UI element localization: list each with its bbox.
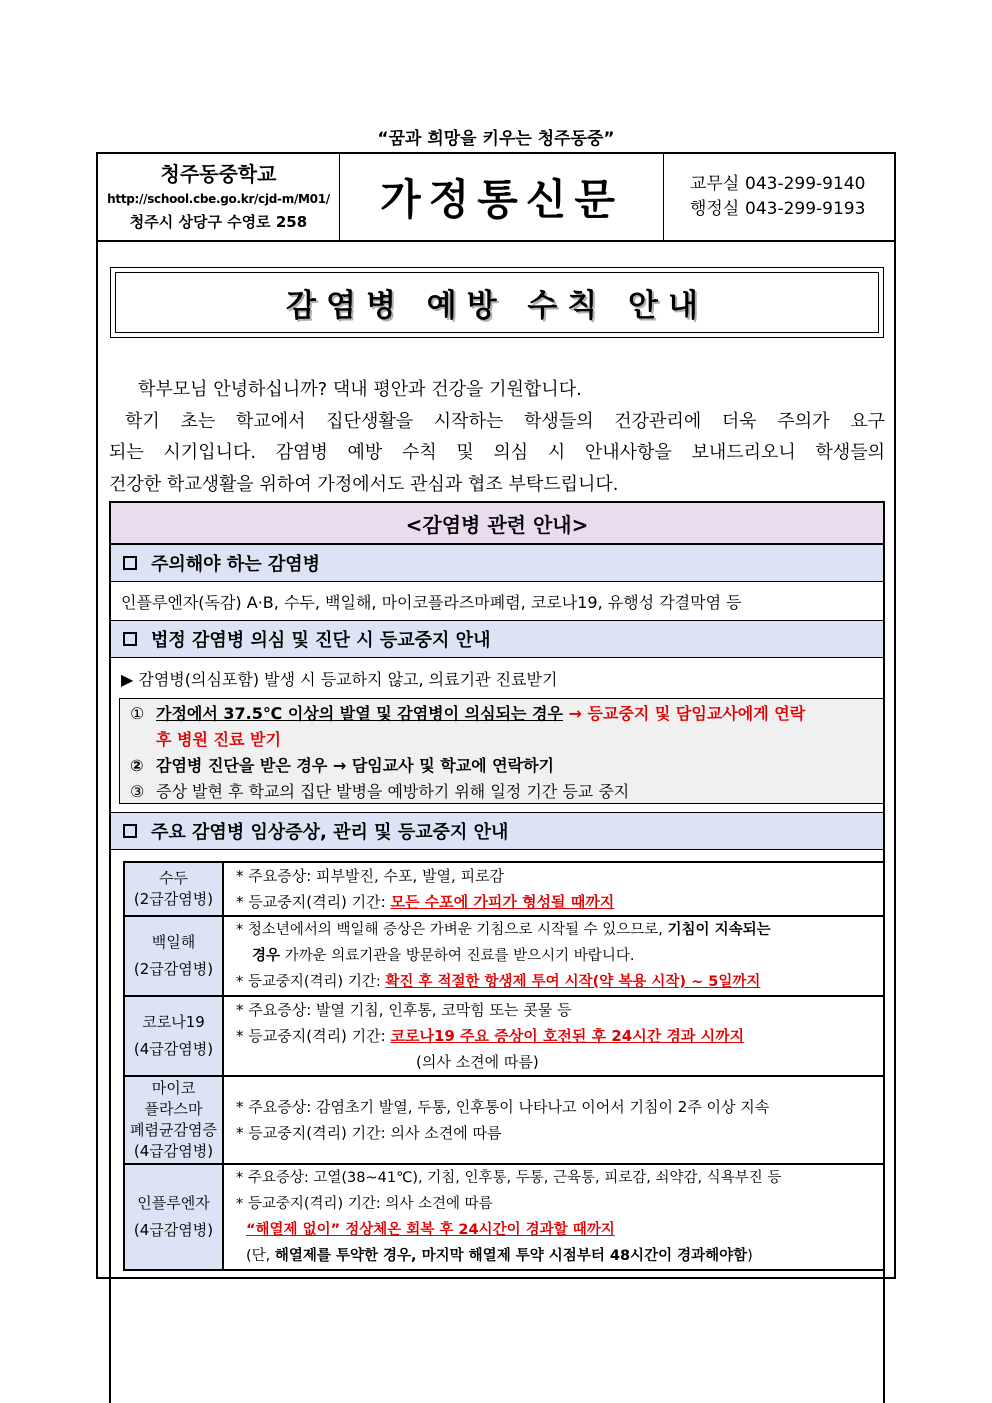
checkbox-square-icon [123, 556, 137, 570]
contact-phone: 043-299-9140 [745, 174, 866, 194]
stop-note: (의사 소견에 따름) [416, 1053, 539, 1071]
procedure-action: 등교중지 및 담임교사에게 연락 [587, 704, 806, 723]
disease-name-cell [124, 862, 223, 916]
note-emphasis: 기침이 지속되는 [667, 922, 771, 938]
disease-grade: (4급감염병) [133, 1040, 214, 1058]
disease-name: 백일해 [151, 933, 196, 951]
section-heading-symptoms [111, 812, 883, 850]
disease-name: 코로나19 [142, 1013, 205, 1031]
legal-bullet: ▶ 감염병(의심포함) 발생 시 등교하지 않고, 의료기관 진료받기 [121, 670, 558, 689]
main-title: 감염병 예방 수칙 안내 [286, 288, 708, 324]
disease-table [123, 861, 883, 1271]
school-address: 청주시 상당구 수영로 258 [129, 213, 308, 231]
school-motto: “꿈과 희망을 키우는 청주동중” [377, 129, 615, 149]
intro-paragraph [109, 374, 885, 500]
disease-name: 폐렴균감염증 [130, 1121, 217, 1139]
disease-name: 수두 [159, 869, 188, 887]
disease-grade: (4급감염병) [133, 1221, 214, 1239]
procedure-text: 감염병 진단을 받은 경우 → 담임교사 및 학교에 연락하기 [156, 756, 555, 775]
school-url[interactable]: http://school.cbe.go.kr/cjd-m/M01/ [107, 192, 330, 206]
procedure-text: 증상 발현 후 학교의 집단 발병을 예방하기 위해 일정 기간 등교 중지 [156, 782, 630, 801]
disease-name: 인플루엔자 [137, 1194, 210, 1212]
contact-row [690, 197, 894, 222]
newsletter-frame [96, 152, 896, 1279]
note-text: 가까운 의료기관을 방문하여 진료를 받으시기 바랍니다. [280, 948, 635, 964]
disease-list: 인플루엔자(독감) A·B, 수두, 백일해, 마이코플라즈마폐렴, 코로나19, 유행성 각결막염 등 [121, 593, 742, 612]
infection-guide-box [109, 501, 885, 1403]
stop-period: 모든 수포에 가피가 형성될 때까지 [390, 893, 615, 911]
disease-detail-cell [223, 1076, 883, 1164]
disease-grade: (2급감염병) [133, 960, 214, 978]
cond-text: ) [747, 1248, 753, 1264]
stop-period: 코로나19 주요 증상이 호전된 후 24시간 경과 시까지 [390, 1027, 745, 1045]
note-line-cont [236, 943, 883, 969]
stop-line [236, 1023, 883, 1049]
section-heading-legal [111, 620, 883, 658]
intro-line: 되는 시기입니다. 감염병 예방 수칙 및 의심 시 안내사항을 보내드리오니 학생들의 [109, 442, 885, 463]
stop-label: * 등교중지(격리) 기간: [236, 893, 391, 911]
item-number: ② [130, 756, 144, 775]
procedure-item-cont [130, 727, 883, 753]
disease-grade: (4급감염병) [133, 1142, 214, 1160]
table-row [124, 862, 883, 916]
guide-title: <감염병 관련 안내> [111, 503, 883, 544]
disease-name: 플라스마 [144, 1100, 203, 1118]
contact-info [664, 154, 894, 240]
table-row [124, 1076, 883, 1164]
intro-line: 건강한 학교생활을 위하여 가정에서도 관심과 협조 부탁드립니다. [109, 473, 619, 495]
contact-phone: 043-299-9193 [745, 199, 866, 219]
main-title-inner [115, 272, 879, 333]
disease-detail-cell [223, 1164, 883, 1270]
section-heading-text: 법정 감염병 의심 및 진단 시 등교중지 안내 [151, 630, 491, 651]
disease-grade: (2급감염병) [133, 890, 214, 908]
stop-period: 확진 후 적절한 항생제 투여 시작(약 복용 시작) ~ 5일까지 [385, 974, 761, 990]
disease-name: 마이코 [151, 1079, 196, 1097]
cond-text: (단, [246, 1248, 275, 1264]
item-number: ① [130, 704, 145, 723]
section-heading-diseases [111, 544, 883, 582]
disease-name-cell [124, 996, 223, 1076]
fever-condition [236, 1243, 883, 1269]
fever-note: “해열제 없이” 정상체온 회복 후 24시간이 경과할 때까지 [246, 1222, 615, 1238]
section-heading-text: 주의해야 하는 감염병 [151, 554, 321, 575]
procedure-item [130, 779, 883, 805]
stop-line: * 등교중지(격리) 기간: 의사 소견에 따름 [236, 1196, 493, 1212]
disease-name-cell [124, 1076, 223, 1164]
table-row [124, 996, 883, 1076]
stop-line [236, 889, 883, 915]
stop-line [236, 969, 883, 995]
procedure-box [119, 698, 883, 804]
note-text: * 청소년에서의 백일해 증상은 가벼운 기침으로 시작될 수 있으므로, [236, 922, 668, 938]
disease-name-cell [124, 916, 223, 996]
school-name: 청주동중학교 [160, 162, 277, 186]
disease-detail-cell [223, 862, 883, 916]
stop-label: * 등교중지(격리) 기간: [236, 974, 386, 990]
stop-line: * 등교중지(격리) 기간: 의사 소견에 따름 [236, 1124, 502, 1142]
contact-label: 교무실 [690, 174, 740, 194]
procedure-item [130, 701, 883, 727]
arrow-icon: → [562, 704, 588, 723]
table-row [124, 1164, 883, 1270]
disease-name-cell [124, 1164, 223, 1270]
symptom-line: * 주요증상: 발열 기침, 인후통, 코막힘 또는 콧물 등 [236, 1001, 572, 1019]
item-number: ③ [130, 782, 145, 801]
procedure-condition: 가정에서 37.5℃ 이상의 발열 및 감염병이 의심되는 경우 [156, 704, 563, 723]
school-info [98, 154, 340, 240]
symptom-line: * 주요증상: 고열(38~41℃), 기침, 인후통, 두통, 근육통, 피로감, 쇠약감, 식욕부진 등 [236, 1170, 782, 1186]
contact-label: 행정실 [690, 199, 740, 219]
symptom-line: * 주요증상: 피부발진, 수포, 발열, 피로감 [236, 867, 505, 885]
main-title-box [110, 267, 884, 338]
checkbox-square-icon [123, 632, 137, 646]
procedure-item [130, 753, 883, 779]
procedure-action-cont: 후 병원 진료 받기 [156, 730, 281, 749]
symptom-line: * 주요증상: 감염초기 발열, 두통, 인후통이 나타나고 이어서 기침이 2주 이상 지속 [236, 1098, 770, 1116]
checkbox-square-icon [123, 824, 137, 838]
intro-line: 학기 초는 학교에서 집단생활을 시작하는 학생들의 건강관리에 더욱 주의가 요구 [125, 410, 885, 432]
newsletter-title-cell [340, 154, 664, 240]
disease-detail-cell [223, 916, 883, 996]
contact-row [690, 172, 894, 197]
section-heading-text: 주요 감염병 임상증상, 관리 및 등교중지 안내 [151, 822, 509, 843]
disease-detail-cell [223, 996, 883, 1076]
note-emphasis: 경우 [252, 948, 281, 964]
cond-emphasis: 해열제를 투약한 경우, 마지막 해열제 투약 시점부터 48시간이 경과해야함 [274, 1248, 748, 1264]
note-line [236, 917, 883, 943]
newsletter-title: 가정통신문 [380, 175, 623, 224]
newsletter-header [98, 154, 894, 242]
stop-label: * 등교중지(격리) 기간: [236, 1027, 391, 1045]
intro-line: 학부모님 안녕하십니까? 댁내 평안과 건강을 기원합니다. [138, 379, 582, 400]
table-row [124, 916, 883, 996]
